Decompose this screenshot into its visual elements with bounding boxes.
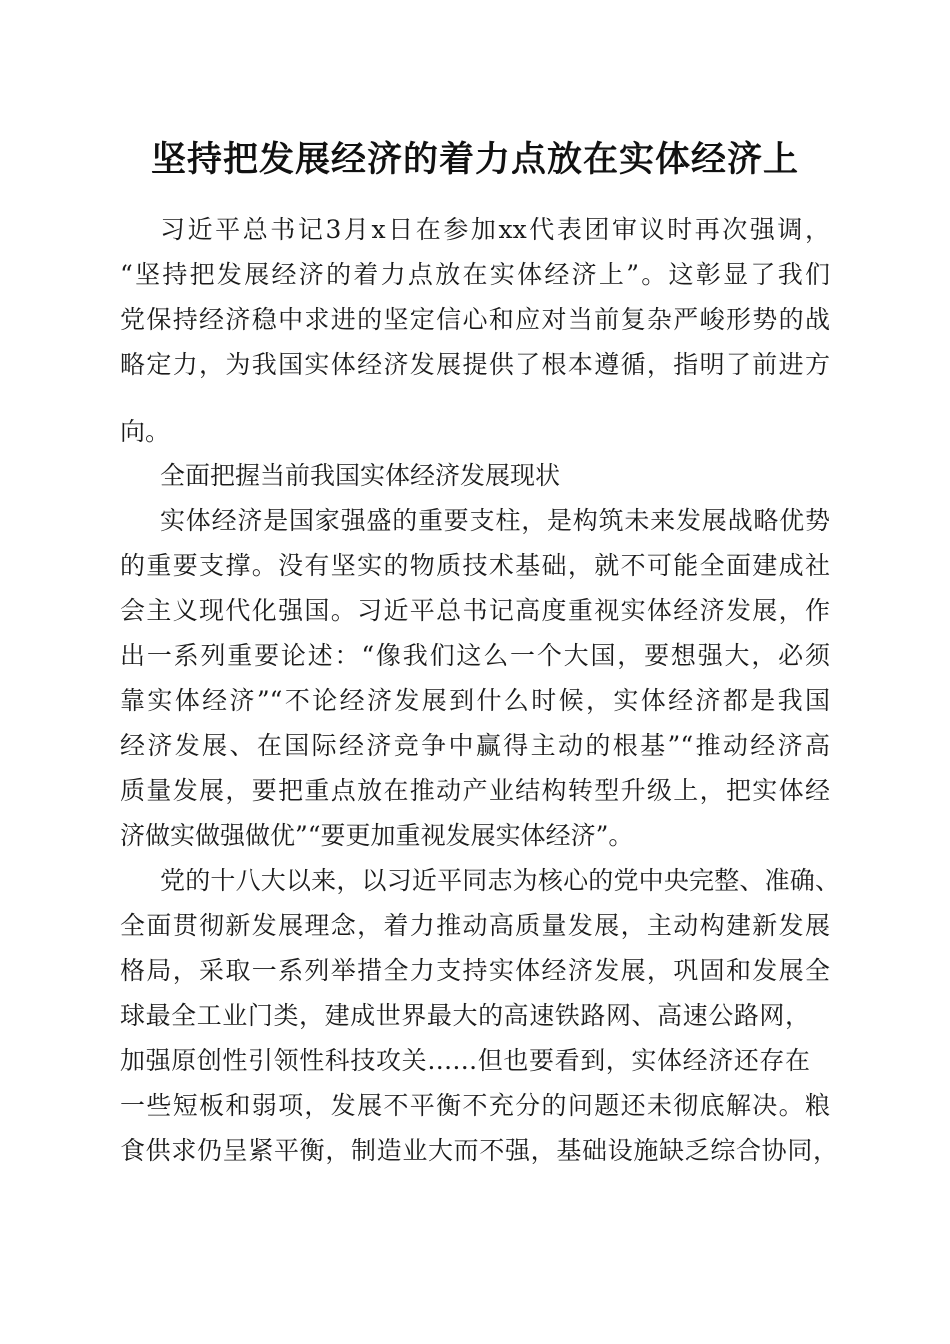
text-line: 党的十八大以来，以习近平同志为核心的党中央完整、准确、 xyxy=(160,866,840,895)
text-line: 球最全工业门类，建成世界最大的高速铁路网、高速公路网， xyxy=(120,1001,810,1030)
text-line: 格局，采取一系列举措全力支持实体经济发展，巩固和发展全 xyxy=(120,956,830,985)
section-heading: 全面把握当前我国实体经济发展现状 xyxy=(160,461,561,490)
text-line: 的重要支撑。没有坚实的物质技术基础，就不可能全面建成社 xyxy=(120,551,830,580)
text-line: 全面贯彻新发展理念，着力推动高质量发展，主动构建新发展 xyxy=(120,911,830,940)
text-line: 靠实体经济”“不论经济发展到什么时候，实体经济都是我国 xyxy=(120,686,830,715)
text-line: 会主义现代化强国。习近平总书记高度重视实体经济发展，作 xyxy=(120,596,830,625)
text-line: 习近平总书记3月x日在参加xx代表团审议时再次强调， xyxy=(160,215,830,244)
text-line: 出一系列重要论述：“像我们这么一个大国，要想强大，必须 xyxy=(120,641,830,670)
text-line: 经济发展、在国际经济竞争中赢得主动的根基”“推动经济高 xyxy=(120,731,830,760)
text-line: 党保持经济稳中求进的坚定信心和应对当前复杂严峻形势的战 xyxy=(120,305,830,334)
text-line: “坚持把发展经济的着力点放在实体经济上”。这彰显了我们 xyxy=(120,260,830,289)
text-line: 加强原创性引领性科技攻关……但也要看到，实体经济还存在 xyxy=(120,1046,810,1075)
text-line: 向。 xyxy=(120,417,171,446)
text-line: 食供求仍呈紧平衡，制造业大而不强，基础设施缺乏综合协同， xyxy=(120,1136,838,1165)
document-title: 坚持把发展经济的着力点放在实体经济上 xyxy=(150,139,799,180)
text-line: 质量发展，要把重点放在推动产业结构转型升级上，把实体经 xyxy=(120,776,830,805)
text-line: 济做实做强做优”“要更加重视发展实体经济”。 xyxy=(120,821,634,850)
text-line: 略定力，为我国实体经济发展提供了根本遵循，指明了前进方 xyxy=(120,350,830,379)
text-line: 实体经济是国家强盛的重要支柱，是构筑未来发展战略优势 xyxy=(160,506,830,535)
text-line: 一些短板和弱项，发展不平衡不充分的问题还未彻底解决。粮 xyxy=(120,1091,830,1120)
